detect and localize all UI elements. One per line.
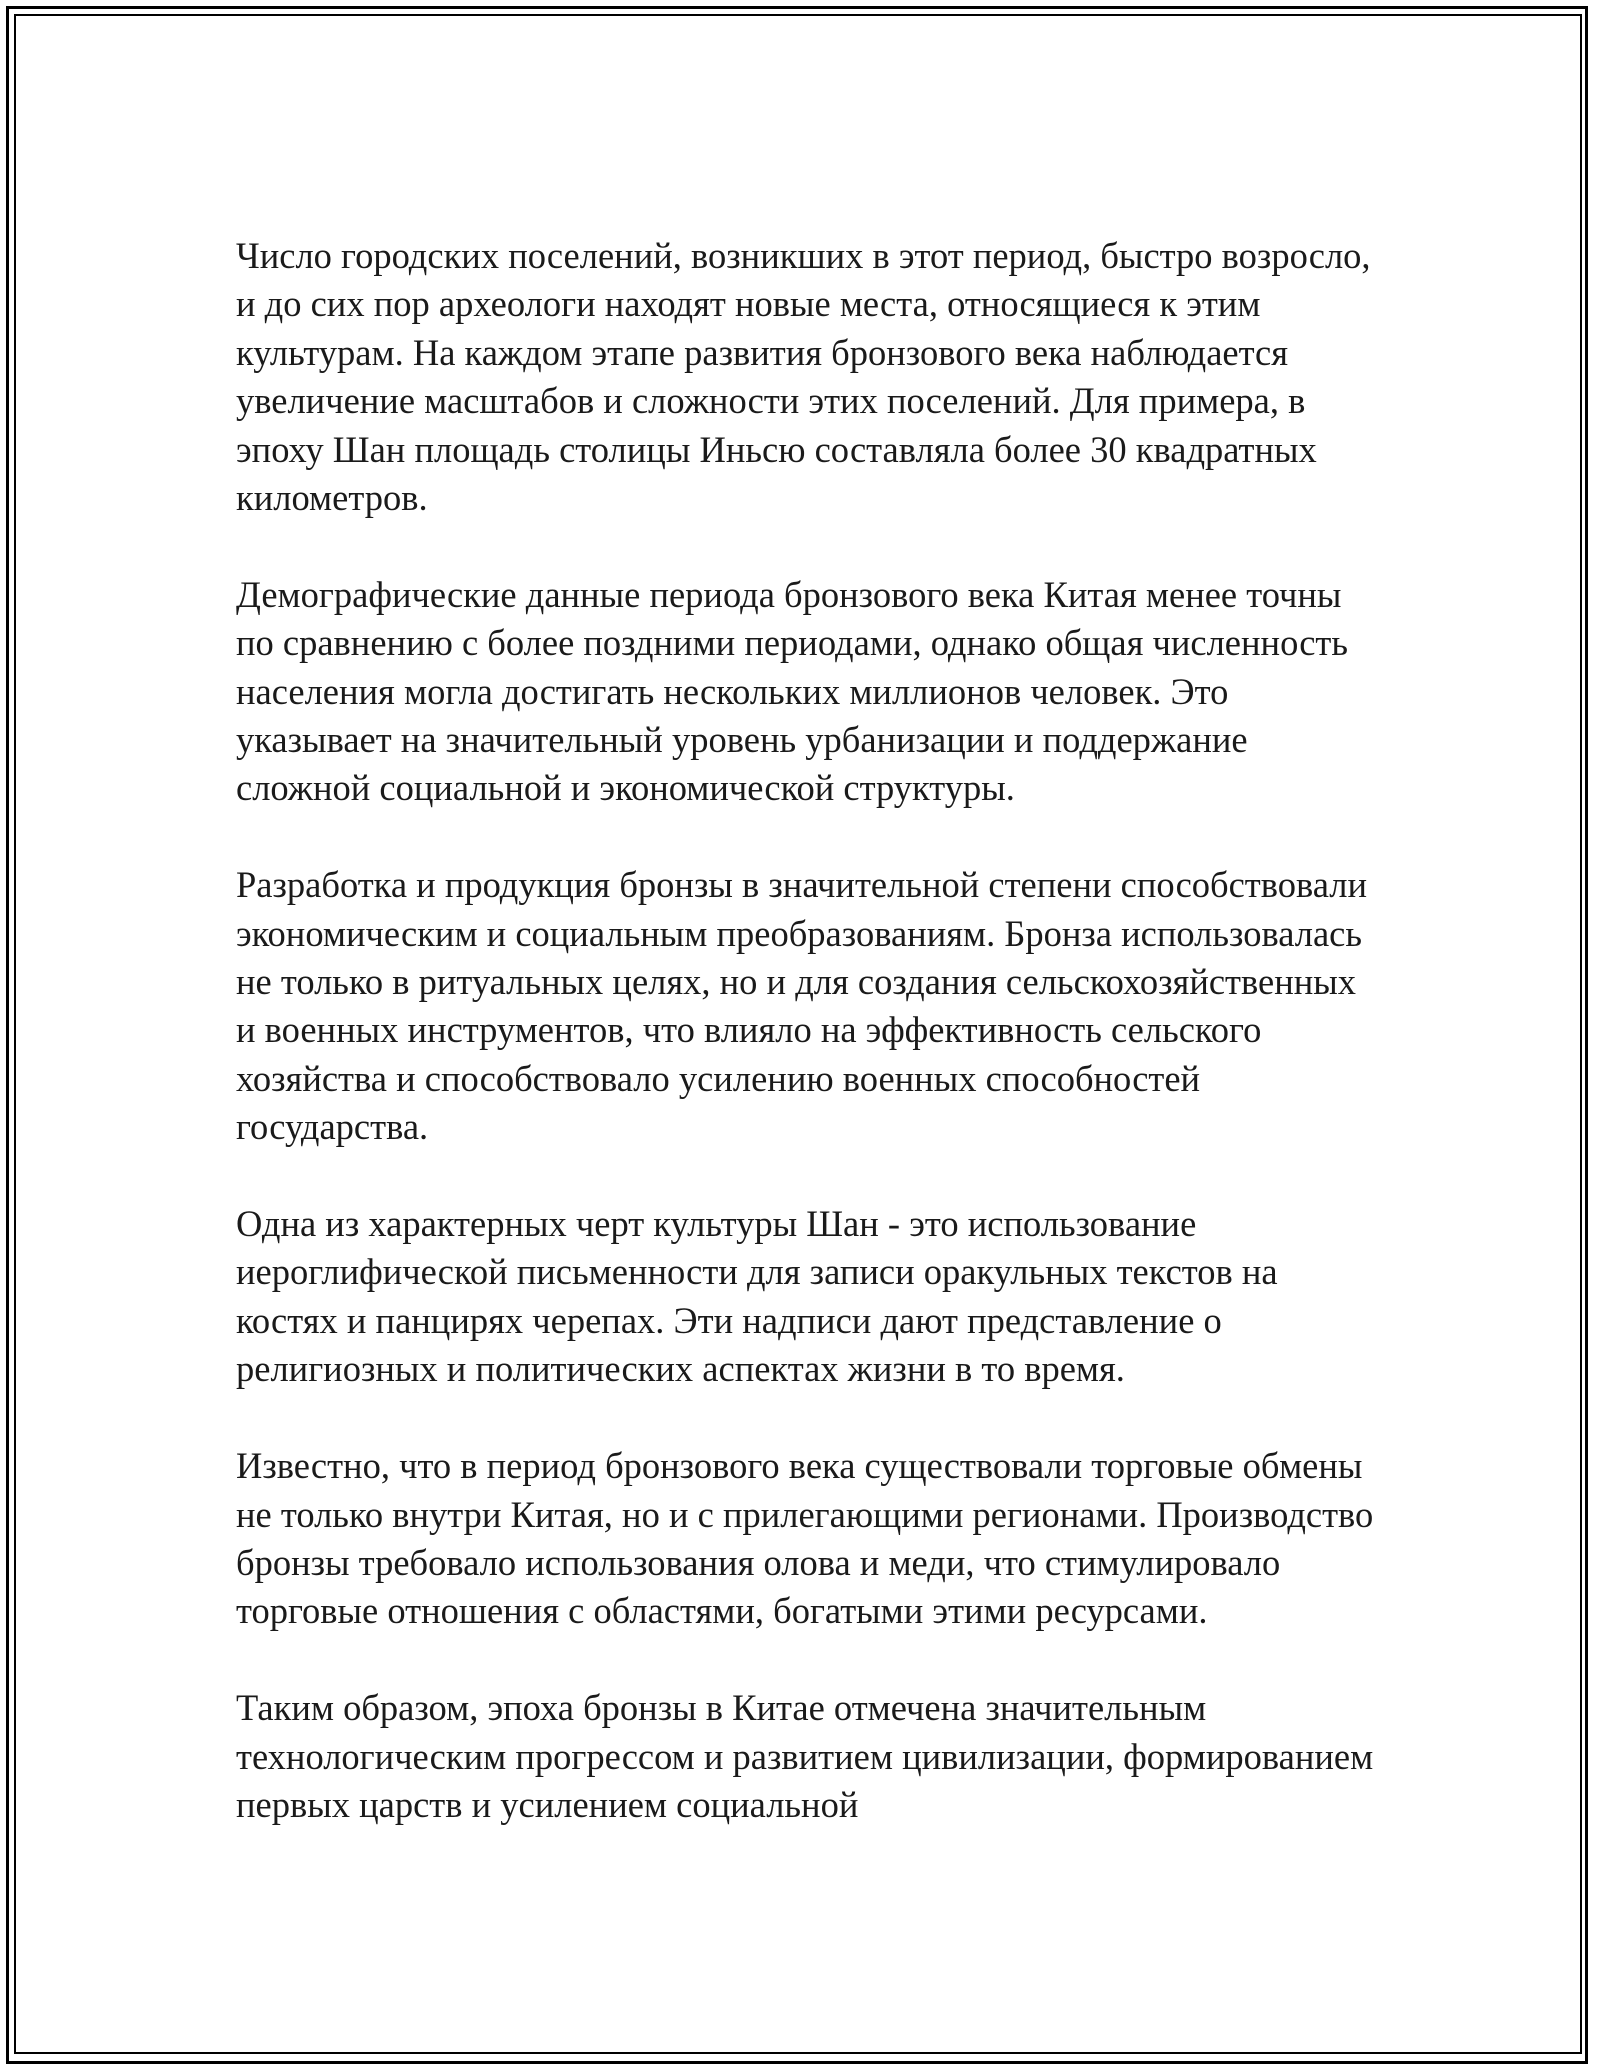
paragraph-5: Известно, что в период бронзового века существовали торговые обмены не только внутри Китая, но и с прилегающими регионами. Производство бронзы требовало использования олова и меди, что стимулировало торговые отношения с областями, богатыми этими ресурсами. [236, 1445, 1374, 1632]
paragraph-6: Таким образом, эпоха бронзы в Китае отмечена значительным технологическим прогрессом и развитием цивилизации, формированием первых царств и усилением социальной [236, 1687, 1374, 1825]
document-body [236, 232, 1376, 1829]
paragraph-3: Разработка и продукция бронзы в значительной степени способствовали экономическим и социальным преобразованиям. Бронза использовалась не только в ритуальных целях, но и для создания сельскохозяйственных и военных инструментов, что влияло на эффективность сельского хозяйства и способствовало усилению военных способностей государства. [236, 864, 1368, 1148]
paragraph-4: Одна из характерных черт культуры Шан - это использование иероглифической письменности для записи оракульных текстов на костях и панцирях черепах. Эти надписи дают представление о религиозных и политических аспектах жизни в то время. [236, 1203, 1278, 1390]
paragraph-2: Демографические данные периода бронзового века Китая менее точны по сравнению с более поздними периодами, однако общая численность населения могла достигать нескольких миллионов человек. Это указывает на значительный уровень урбанизации и поддержание сложной социальной и экономической структуры. [236, 573, 1349, 809]
paragraph-1: Число городских поселений, возникших в этот период, быстро возросло, и до сих пор археологи находят новые места, относящиеся к этим культурам. На каждом этапе развития бронзового века наблюдается увеличение масштабов и сложности этих поселений. Для примера, в эпоху Шан площадь столицы Иньсю составляла более 30 квадратных километров. [236, 235, 1371, 519]
